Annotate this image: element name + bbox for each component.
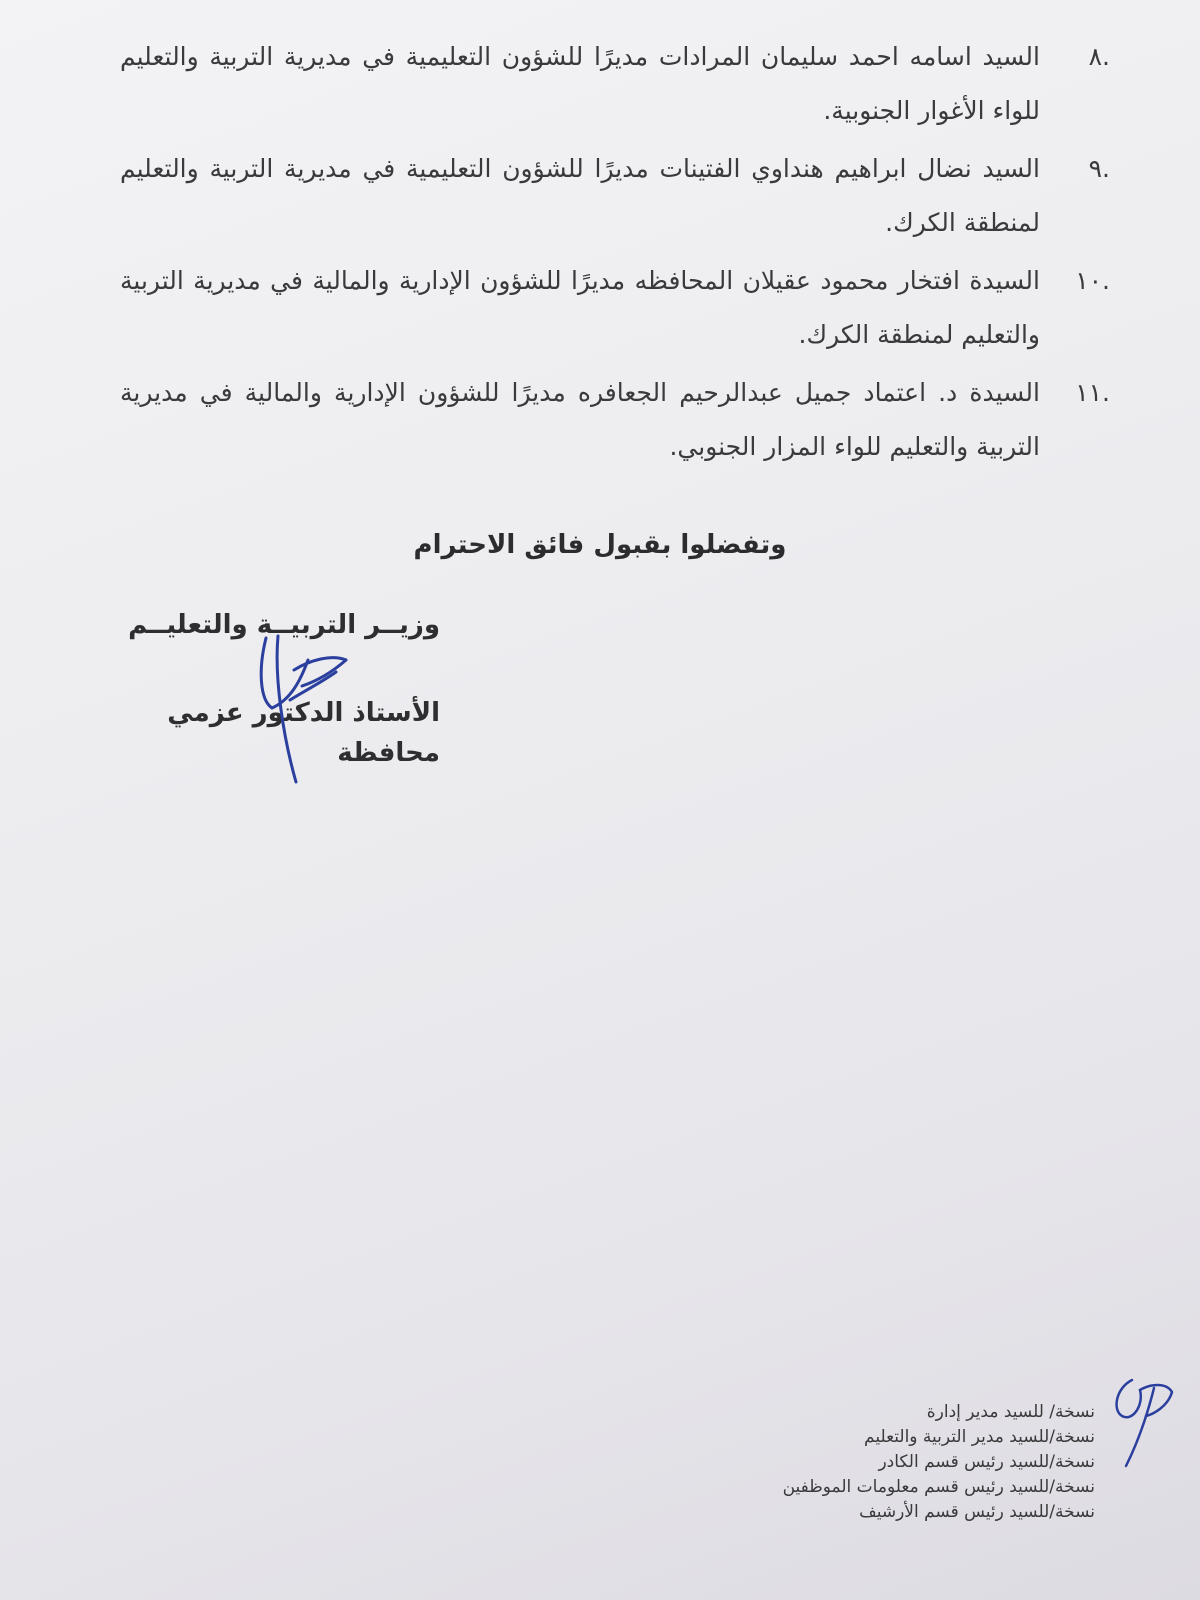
item-number: .١١: [1075, 378, 1110, 407]
item-number: .٩: [1088, 154, 1110, 183]
appointments-list: [120, 30, 1110, 478]
item-text: السيدة د. اعتماد جميل عبدالرحيم الجعافره مديرًا للشؤون الإدارية والمالية في مديرية التربية والتعليم للواء المزار الجنوبي.: [120, 378, 1040, 461]
copy-recipient: نسخة/للسيد رئيس قسم معلومات الموظفين: [782, 1477, 1095, 1497]
item-number: .٨: [1088, 42, 1110, 71]
item-number: .١٠: [1075, 266, 1110, 295]
item-text: السيد اسامه احمد سليمان المرادات مديرًا للشؤون التعليمية في مديرية التربية والتعليم للواء الأغوار الجنوبية.: [120, 42, 1040, 125]
handwritten-signature-icon: [250, 630, 360, 790]
closing-salutation: وتفضلوا بقبول فائق الاحترام: [413, 530, 787, 560]
item-text: السيد نضال ابراهيم هنداوي الفتينات مديرًا للشؤون التعليمية في مديرية التربية والتعليم لمنطقة الكرك.: [120, 154, 1040, 237]
signatory-title: وزيــر التربيــة والتعليــم: [128, 610, 440, 640]
list-item: [120, 254, 1110, 362]
list-item: [120, 30, 1110, 138]
list-item: [120, 142, 1110, 250]
list-item: [120, 366, 1110, 474]
copies-list: [700, 1400, 1095, 1525]
copy-recipient: نسخة/للسيد رئيس قسم الأرشيف: [859, 1502, 1095, 1522]
handwritten-initials-icon: [1110, 1370, 1180, 1470]
copy-recipient: نسخة/ للسيد مدير إدارة: [926, 1402, 1095, 1422]
copy-recipient: نسخة/للسيد رئيس قسم الكادر: [878, 1452, 1095, 1472]
item-text: السيدة افتخار محمود عقيلان المحافظه مديرًا للشؤون الإدارية والمالية في مديرية التربية والتعليم لمنطقة الكرك.: [120, 266, 1040, 349]
copy-recipient: نسخة/للسيد مدير التربية والتعليم: [864, 1427, 1095, 1447]
signatory-name: الأستاذ الدكتور عزمي محافظة: [167, 698, 440, 768]
